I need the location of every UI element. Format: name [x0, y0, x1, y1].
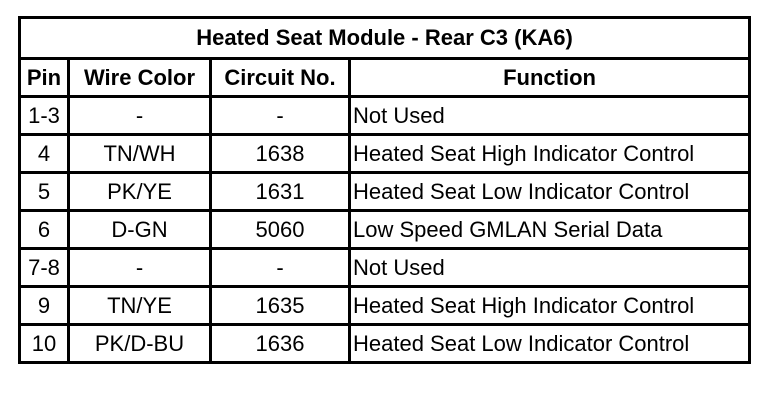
table-row [20, 249, 750, 287]
wire-color-cell: - [69, 249, 211, 287]
pin-cell: 6 [20, 211, 69, 249]
table-row [20, 287, 750, 325]
header-pin: Pin [20, 59, 69, 97]
function-cell: Not Used [350, 97, 750, 135]
header-wire-color: Wire Color [69, 59, 211, 97]
pin-cell: 4 [20, 135, 69, 173]
wire-color-cell: - [69, 97, 211, 135]
table-title-row [20, 18, 750, 59]
table-title: Heated Seat Module - Rear C3 (KA6) [20, 18, 750, 59]
table-row [20, 135, 750, 173]
table-row [20, 325, 750, 363]
function-cell: Not Used [350, 249, 750, 287]
header-function: Function [350, 59, 750, 97]
function-cell: Low Speed GMLAN Serial Data [350, 211, 750, 249]
wire-color-cell: PK/D-BU [69, 325, 211, 363]
function-cell: Heated Seat Low Indicator Control [350, 173, 750, 211]
connector-pinout-table [18, 16, 751, 364]
function-cell: Heated Seat High Indicator Control [350, 287, 750, 325]
header-circuit-no: Circuit No. [211, 59, 350, 97]
wire-color-cell: PK/YE [69, 173, 211, 211]
function-cell: Heated Seat Low Indicator Control [350, 325, 750, 363]
circuit-no-cell: 5060 [211, 211, 350, 249]
pin-cell: 9 [20, 287, 69, 325]
wire-color-cell: D-GN [69, 211, 211, 249]
connector-table-container [18, 16, 748, 364]
pin-cell: 5 [20, 173, 69, 211]
circuit-no-cell: - [211, 249, 350, 287]
circuit-no-cell: 1635 [211, 287, 350, 325]
pin-cell: 1-3 [20, 97, 69, 135]
wire-color-cell: TN/WH [69, 135, 211, 173]
circuit-no-cell: 1631 [211, 173, 350, 211]
function-cell: Heated Seat High Indicator Control [350, 135, 750, 173]
circuit-no-cell: 1636 [211, 325, 350, 363]
table-row [20, 211, 750, 249]
table-row [20, 97, 750, 135]
circuit-no-cell: - [211, 97, 350, 135]
table-row [20, 173, 750, 211]
pin-cell: 10 [20, 325, 69, 363]
table-header-row [20, 59, 750, 97]
wire-color-cell: TN/YE [69, 287, 211, 325]
circuit-no-cell: 1638 [211, 135, 350, 173]
pin-cell: 7-8 [20, 249, 69, 287]
